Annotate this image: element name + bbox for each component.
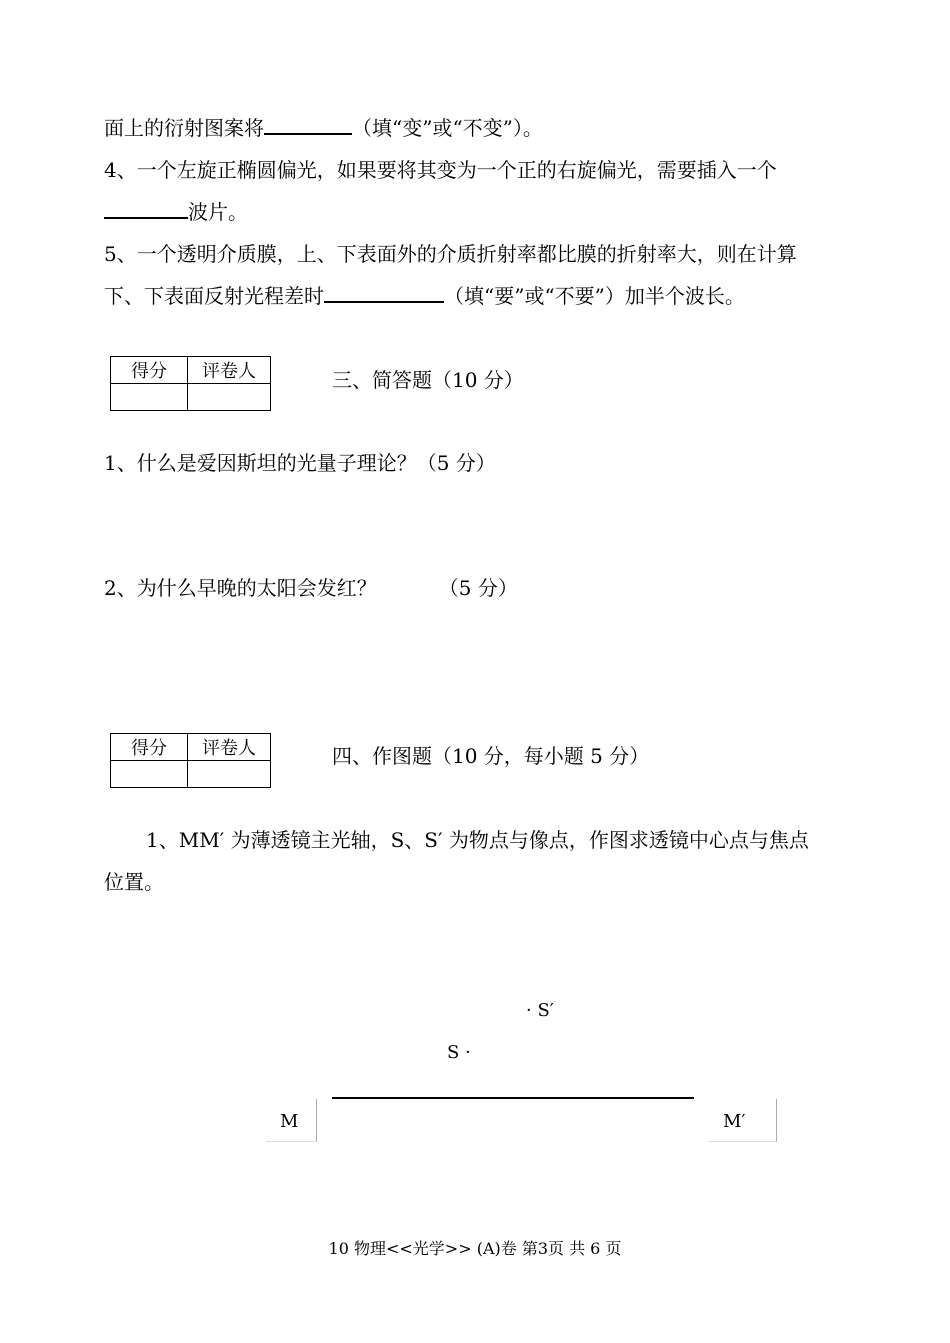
section3-title: 三、简答题（10 分） bbox=[332, 368, 524, 392]
q4-line2-suffix: 波片。 bbox=[188, 200, 248, 224]
score-table-section3 bbox=[110, 356, 271, 411]
grader-cell[interactable] bbox=[188, 384, 271, 411]
page-footer: 10 物理<<光学>> (A)卷 第3页 共 6 页 bbox=[328, 1239, 622, 1258]
principal-axis-line bbox=[332, 1097, 694, 1099]
s3-question2-text: 2、为什么早晚的太阳会发红？ bbox=[104, 576, 377, 600]
q4-answer-blank[interactable] bbox=[104, 197, 188, 219]
score-header: 得分 bbox=[111, 357, 188, 384]
s3-question1: 1、什么是爱因斯坦的光量子理论？（5 分） bbox=[104, 451, 496, 475]
s3-question2 bbox=[104, 573, 518, 603]
axis-label-m: M bbox=[280, 1111, 299, 1132]
axis-end-right bbox=[708, 1099, 777, 1142]
section4-title: 四、作图题（10 分，每小题 5 分） bbox=[332, 744, 650, 768]
grader-header: 评卷人 bbox=[188, 357, 271, 384]
grader-cell[interactable] bbox=[188, 761, 271, 788]
score-cell[interactable] bbox=[111, 384, 188, 411]
s3-question2-points: （5 分） bbox=[438, 576, 518, 600]
q3-answer-blank[interactable] bbox=[264, 113, 352, 135]
object-point-s: S · bbox=[447, 1042, 471, 1063]
score-cell[interactable] bbox=[111, 761, 188, 788]
q5-line1: 5、一个透明介质膜，上、下表面外的介质折射率都比膜的折射率大，则在计算 bbox=[104, 242, 797, 266]
axis-end-left bbox=[266, 1099, 317, 1142]
image-point-s-prime: · S′ bbox=[526, 1000, 554, 1021]
q3-tail-suffix: （填“变”或“不变”）。 bbox=[352, 116, 543, 140]
q5-line2 bbox=[104, 281, 745, 311]
score-header: 得分 bbox=[111, 734, 188, 761]
q3-tail-line bbox=[104, 113, 543, 143]
q4-line2 bbox=[104, 197, 248, 227]
q5-answer-blank[interactable] bbox=[324, 281, 444, 303]
q5-line2-prefix: 下、下表面反射光程差时 bbox=[104, 284, 324, 308]
q5-line2-suffix: （填“要”或“不要”）加半个波长。 bbox=[444, 284, 745, 308]
q4-line1: 4、一个左旋正椭圆偏光，如果要将其变为一个正的右旋偏光，需要插入一个 bbox=[104, 158, 777, 182]
grader-header: 评卷人 bbox=[188, 734, 271, 761]
q3-tail-text: 面上的衍射图案将 bbox=[104, 116, 264, 140]
axis-label-m-prime: M′ bbox=[723, 1111, 746, 1132]
score-table-section4 bbox=[110, 733, 271, 788]
s4-question1-line2: 位置。 bbox=[104, 870, 164, 894]
s4-question1-line1: 1、MM′ 为薄透镜主光轴，S、S′ 为物点与像点，作图求透镜中心点与焦点 bbox=[146, 828, 809, 852]
